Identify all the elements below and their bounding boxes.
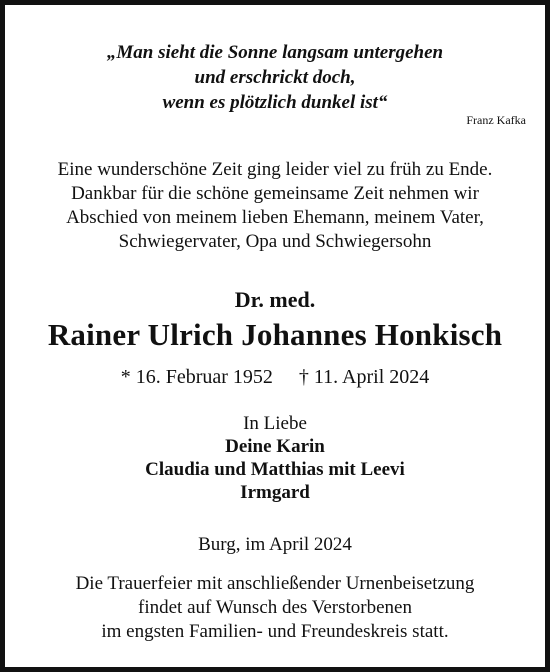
quote-line: „Man sieht die Sonne langsam untergehen (106, 42, 444, 63)
intro-line: Schwiegervater, Opa und Schwiegersohn (118, 231, 432, 252)
notice-line: im engsten Familien- und Freundeskreis statt. (101, 621, 449, 642)
mourner-name: Irmgard (240, 482, 310, 503)
intro-line: Dankbar für die schöne gemeinsame Zeit nehmen wir (71, 183, 479, 204)
place-date: Burg, im April 2024 (198, 534, 352, 555)
intro-line: Abschied von meinem lieben Ehemann, meinem Vater, (66, 207, 484, 228)
notice-line: findet auf Wunsch des Verstorbenen (138, 597, 412, 618)
deceased-title: Dr. med. (234, 287, 316, 312)
quote-line: wenn es plötzlich dunkel ist“ (162, 92, 388, 113)
intro-line: Eine wunderschöne Zeit ging leider viel zu früh zu Ende. (57, 159, 493, 180)
obituary-notice (10, 10, 540, 662)
deceased-name: Rainer Ulrich Johannes Honkisch (47, 317, 503, 352)
birth-date: * 16. Februar 1952 (120, 366, 273, 388)
quote-line: und erschrickt doch, (194, 67, 356, 88)
mourner-name: Deine Karin (225, 436, 325, 457)
notice-line: Die Trauerfeier mit anschließender Urnenbeisetzung (75, 573, 475, 594)
quote (10, 40, 540, 115)
mourners (10, 412, 540, 504)
mourner-name: Claudia und Matthias mit Leevi (145, 459, 405, 480)
death-date: † 11. April 2024 (298, 366, 430, 388)
funeral-notice (10, 572, 540, 644)
intro-text (10, 158, 540, 254)
life-dates (10, 365, 540, 389)
quote-author: Franz Kafka (466, 113, 526, 127)
mourners-intro: In Liebe (243, 413, 307, 434)
